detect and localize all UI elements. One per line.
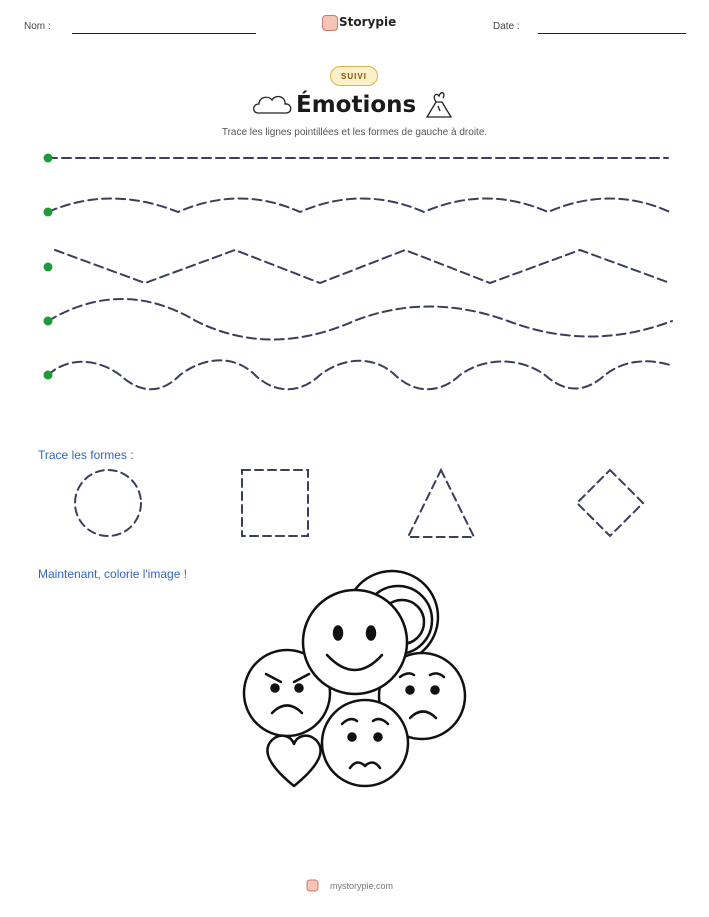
tracing-line-large-wave [48,299,672,340]
tracing-line-wave [48,199,670,213]
shapes-section-label: Trace les formes : [38,448,134,462]
volcano-icon [427,93,451,117]
tracing-line-bumpy-wave [48,360,670,389]
footer-url: mystorypie.com [329,881,393,891]
start-dot [44,208,53,217]
level-badge: SUIVI [330,66,378,86]
coloring-section-label: Maintenant, colorie l'image ! [38,567,188,581]
coloring-picture [244,571,465,786]
cloud-icon [254,97,291,113]
sad-face [322,700,408,786]
instructions: Trace les lignes pointillées et les formes de gauche à droite. [221,127,488,138]
trace-square [242,470,308,536]
tracing-line-zigzag [55,250,670,283]
page-title: Émotions [296,92,417,118]
trace-triangle [408,470,474,537]
trace-diamond [577,470,643,536]
brand-name: Storypie [339,15,397,29]
date-label: Date : [493,21,520,32]
start-dot [44,371,53,380]
heart [267,736,320,786]
start-dot [44,263,53,272]
start-dot [44,154,53,163]
happy-face [303,590,407,694]
trace-circle [75,470,141,536]
start-dot [44,317,53,326]
name-label: Nom : [24,21,51,32]
